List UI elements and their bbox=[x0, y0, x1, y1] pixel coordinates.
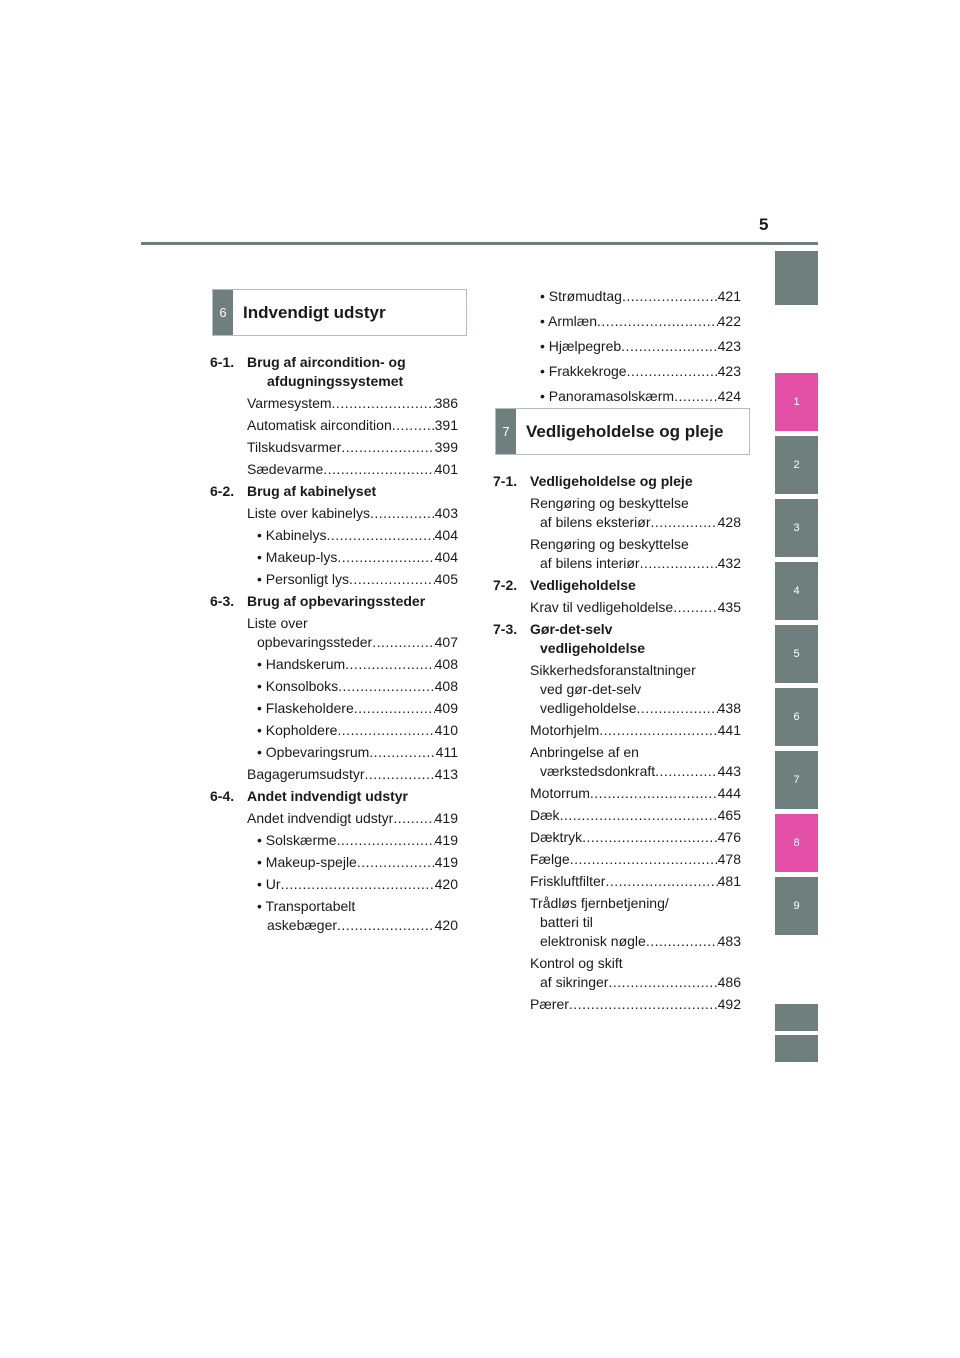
chapter-title: Brug af opbevaringssteder bbox=[247, 593, 426, 609]
page-ref: 411 bbox=[435, 744, 458, 760]
chapter-title-cont: vedligeholdelse bbox=[540, 640, 646, 656]
toc-entry[interactable] bbox=[493, 661, 741, 718]
entry-label: opbevaringssteder bbox=[257, 634, 373, 650]
entry-label-line: Kontrol og skift bbox=[530, 955, 623, 971]
entry-label: Automatisk aircondition bbox=[247, 417, 392, 433]
dot-leader bbox=[281, 875, 435, 894]
entry-label-line: • Transportabelt bbox=[257, 898, 356, 914]
toc-entry[interactable] bbox=[493, 784, 741, 803]
toc-entry[interactable] bbox=[493, 494, 741, 532]
dot-leader bbox=[349, 570, 435, 589]
page-ref: 409 bbox=[434, 700, 458, 716]
page-ref: 410 bbox=[434, 722, 458, 738]
dot-leader bbox=[372, 633, 434, 652]
dot-leader bbox=[590, 784, 718, 803]
chapter-tab-5[interactable]: 5 bbox=[775, 625, 818, 683]
section-title: Indvendigt udstyr bbox=[243, 302, 386, 322]
entry-label: • Konsolboks bbox=[257, 678, 339, 694]
chapter-number: 6-1. bbox=[210, 354, 235, 370]
toc-entry[interactable] bbox=[210, 394, 458, 413]
dot-leader bbox=[646, 932, 718, 951]
toc-entry[interactable] bbox=[210, 699, 458, 718]
entry-label: • Armlæn bbox=[540, 313, 598, 329]
page-ref: 404 bbox=[434, 549, 458, 565]
page-ref: 403 bbox=[434, 505, 458, 521]
section-7-header bbox=[495, 408, 750, 455]
toc-entry[interactable] bbox=[210, 504, 458, 523]
dot-leader bbox=[673, 598, 717, 617]
toc-chapter[interactable] bbox=[493, 472, 741, 491]
page-ref: 435 bbox=[717, 599, 741, 615]
toc-entry[interactable] bbox=[493, 362, 741, 381]
chapter-title: Brug af aircondition- og bbox=[247, 354, 406, 370]
page-ref: 424 bbox=[717, 388, 741, 404]
entry-label: Krav til vedligeholdelse bbox=[530, 599, 674, 615]
toc-chapter[interactable] bbox=[210, 482, 458, 501]
chapter-tab-blank-b[interactable] bbox=[775, 1035, 818, 1062]
toc-entry[interactable] bbox=[210, 831, 458, 850]
dot-leader bbox=[608, 973, 717, 992]
dot-leader bbox=[597, 312, 718, 331]
page-ref: 419 bbox=[434, 854, 458, 870]
entry-label: Liste over kabinelys bbox=[247, 505, 370, 521]
entry-label: af sikringer bbox=[540, 974, 609, 990]
page-ref: 443 bbox=[717, 763, 741, 779]
entry-label: • Solskærme bbox=[257, 832, 337, 848]
page-ref: 422 bbox=[717, 313, 741, 329]
chapter-number: 7-3. bbox=[493, 621, 518, 637]
toc-entry[interactable] bbox=[493, 806, 741, 825]
page-number: 5 bbox=[759, 215, 769, 234]
chapter-number: 7-2. bbox=[493, 577, 518, 593]
toc-left-column bbox=[210, 353, 458, 938]
toc-right-column bbox=[493, 472, 741, 1017]
entry-label-line: Anbringelse af en bbox=[530, 744, 639, 760]
chapter-title-cont: afdugningssystemet bbox=[267, 373, 404, 389]
page-ref: 404 bbox=[434, 527, 458, 543]
toc-entry[interactable] bbox=[493, 387, 741, 406]
toc-entry[interactable] bbox=[210, 614, 458, 652]
chapter-title: Gør-det-selv bbox=[530, 621, 613, 637]
toc-entry[interactable] bbox=[210, 765, 458, 784]
dot-leader bbox=[570, 850, 718, 869]
dot-leader bbox=[337, 916, 435, 935]
toc-entry[interactable] bbox=[210, 853, 458, 872]
chapter-title: Vedligeholdelse bbox=[530, 577, 636, 593]
dot-leader bbox=[332, 394, 435, 413]
entry-label: • Kabinelys bbox=[257, 527, 327, 543]
toc-chapter[interactable] bbox=[210, 592, 458, 611]
chapter-number: 7-1. bbox=[493, 473, 518, 489]
page-ref: 432 bbox=[717, 555, 741, 571]
page-ref: 483 bbox=[717, 933, 741, 949]
page-ref: 408 bbox=[434, 656, 458, 672]
entry-label: Andet indvendigt udstyr bbox=[247, 810, 394, 826]
page-ref: 399 bbox=[434, 439, 458, 455]
entry-label-line: batteri til bbox=[540, 914, 593, 930]
section-title: Vedligeholdelse og pleje bbox=[526, 421, 724, 441]
dot-leader bbox=[599, 721, 717, 740]
page-ref: 407 bbox=[434, 634, 458, 650]
toc-entry[interactable] bbox=[493, 743, 741, 781]
dot-leader bbox=[655, 762, 717, 781]
entry-label: • Makeup-lys bbox=[257, 549, 338, 565]
chapter-title: Andet indvendigt udstyr bbox=[247, 788, 408, 804]
dot-leader bbox=[393, 809, 434, 828]
chapter-tab-1[interactable]: 1 bbox=[775, 373, 818, 431]
dot-leader bbox=[605, 872, 717, 891]
dot-leader bbox=[582, 828, 718, 847]
toc-right-column-top bbox=[493, 287, 741, 412]
page-ref: 391 bbox=[434, 417, 458, 433]
entry-label: Friskluftfilter bbox=[530, 873, 606, 889]
entry-label: af bilens interiør bbox=[540, 555, 640, 571]
toc-entry[interactable] bbox=[210, 655, 458, 674]
dot-leader bbox=[357, 853, 435, 872]
toc-entry[interactable] bbox=[210, 438, 458, 457]
toc-entry[interactable] bbox=[493, 828, 741, 847]
dot-leader bbox=[338, 677, 434, 696]
dot-leader bbox=[621, 337, 717, 356]
entry-label: Motorhjelm bbox=[530, 722, 600, 738]
toc-entry[interactable] bbox=[493, 535, 741, 573]
toc-entry[interactable] bbox=[493, 995, 741, 1014]
entry-label: • Handskerum bbox=[257, 656, 346, 672]
toc-entry[interactable] bbox=[493, 721, 741, 740]
chapter-title: Brug af kabinelyset bbox=[247, 483, 377, 499]
toc-entry[interactable] bbox=[210, 875, 458, 894]
toc-entry[interactable] bbox=[493, 894, 741, 951]
section-number: 7 bbox=[496, 409, 516, 454]
entry-label: • Personligt lys bbox=[257, 571, 350, 587]
dot-leader bbox=[365, 765, 435, 784]
dot-leader bbox=[354, 699, 435, 718]
page-ref: 419 bbox=[434, 810, 458, 826]
entry-label: Dæk bbox=[530, 807, 560, 823]
dot-leader bbox=[341, 438, 434, 457]
toc-entry[interactable] bbox=[493, 337, 741, 356]
page-ref: 428 bbox=[717, 514, 741, 530]
page-ref: 444 bbox=[717, 785, 741, 801]
entry-label: Dæktryk bbox=[530, 829, 583, 845]
entry-label: • Ur bbox=[257, 876, 281, 892]
entry-label-line: Rengøring og beskyttelse bbox=[530, 495, 689, 511]
chapter-number: 6-3. bbox=[210, 593, 235, 609]
dot-leader bbox=[327, 526, 435, 545]
chapter-tab-8[interactable]: 8 bbox=[775, 814, 818, 872]
toc-chapter[interactable] bbox=[210, 787, 458, 806]
toc-entry[interactable] bbox=[493, 312, 741, 331]
toc-entry[interactable] bbox=[493, 287, 741, 306]
page-ref: 476 bbox=[717, 829, 741, 845]
entry-label: • Kopholdere bbox=[257, 722, 338, 738]
toc-entry[interactable] bbox=[210, 677, 458, 696]
entry-label-line: Sikkerhedsforanstaltninger bbox=[530, 662, 696, 678]
dot-leader bbox=[370, 504, 435, 523]
entry-label: • Hjælpegreb bbox=[540, 338, 622, 354]
dot-leader bbox=[650, 513, 717, 532]
page-ref: 413 bbox=[434, 766, 458, 782]
entry-label: askebæger bbox=[267, 917, 338, 933]
toc-entry[interactable] bbox=[493, 850, 741, 869]
entry-label: Sædevarme bbox=[247, 461, 324, 477]
toc-entry[interactable] bbox=[210, 526, 458, 545]
entry-label-line: ved gør-det-selv bbox=[540, 681, 642, 697]
page-ref: 423 bbox=[717, 363, 741, 379]
dot-leader bbox=[323, 460, 434, 479]
chapter-tab-blank-a[interactable] bbox=[775, 1004, 818, 1031]
toc-chapter[interactable] bbox=[210, 353, 458, 391]
chapter-title: Vedligeholdelse og pleje bbox=[530, 473, 693, 489]
chapter-number: 6-4. bbox=[210, 788, 235, 804]
toc-entry[interactable] bbox=[210, 721, 458, 740]
entry-label: • Flaskeholdere bbox=[257, 700, 354, 716]
dot-leader bbox=[337, 721, 434, 740]
page-ref: 421 bbox=[717, 288, 741, 304]
page-ref: 386 bbox=[434, 395, 458, 411]
section-6-header bbox=[212, 289, 467, 336]
toc-chapter[interactable] bbox=[493, 620, 741, 658]
page-ref: 419 bbox=[434, 832, 458, 848]
entry-label: Motorrum bbox=[530, 785, 590, 801]
toc-entry[interactable] bbox=[210, 548, 458, 567]
page-ref: 486 bbox=[717, 974, 741, 990]
entry-label: Bagagerumsudstyr bbox=[247, 766, 365, 782]
page-ref: 423 bbox=[717, 338, 741, 354]
toc-entry[interactable] bbox=[493, 872, 741, 891]
chapter-tab-6[interactable]: 6 bbox=[775, 688, 818, 746]
dot-leader bbox=[337, 831, 435, 850]
entry-label: elektronisk nøgle bbox=[540, 933, 646, 949]
entry-label: Varmesystem bbox=[247, 395, 332, 411]
entry-label-line: Liste over bbox=[247, 615, 308, 631]
chapter-tab-3[interactable]: 3 bbox=[775, 499, 818, 557]
entry-label: • Frakkekroge bbox=[540, 363, 627, 379]
dot-leader bbox=[560, 806, 718, 825]
header-rule bbox=[141, 242, 818, 245]
entry-label: Fælge bbox=[530, 851, 570, 867]
toc-entry[interactable] bbox=[210, 416, 458, 435]
dot-leader bbox=[640, 554, 718, 573]
toc-entry[interactable] bbox=[210, 897, 458, 935]
chapter-tab-7[interactable]: 7 bbox=[775, 751, 818, 809]
entry-label: • Panoramasolskærm bbox=[540, 388, 675, 404]
dot-leader bbox=[345, 655, 434, 674]
toc-chapter[interactable] bbox=[493, 576, 741, 595]
dot-leader bbox=[569, 995, 718, 1014]
entry-label: Tilskudsvarmer bbox=[247, 439, 342, 455]
toc-entry[interactable] bbox=[210, 809, 458, 828]
chapter-tab-9[interactable]: 9 bbox=[775, 877, 818, 935]
chapter-tab-2[interactable]: 2 bbox=[775, 436, 818, 494]
entry-label: værkstedsdonkraft bbox=[540, 763, 656, 779]
entry-label: • Makeup-spejle bbox=[257, 854, 357, 870]
toc-entry[interactable] bbox=[210, 570, 458, 589]
entry-label: vedligeholdelse bbox=[540, 700, 637, 716]
chapter-tab-4[interactable]: 4 bbox=[775, 562, 818, 620]
dot-leader bbox=[337, 548, 434, 567]
dot-leader bbox=[674, 387, 718, 406]
page-ref: 405 bbox=[434, 571, 458, 587]
toc-entry[interactable] bbox=[493, 954, 741, 992]
dot-leader bbox=[392, 416, 435, 435]
page-ref: 492 bbox=[717, 996, 741, 1012]
section-number: 6 bbox=[213, 290, 233, 335]
page-ref: 408 bbox=[434, 678, 458, 694]
dot-leader bbox=[622, 287, 718, 306]
chapter-tab-blank-top[interactable] bbox=[775, 251, 818, 305]
page-ref: 481 bbox=[717, 873, 741, 889]
dot-leader bbox=[637, 699, 718, 718]
dot-leader bbox=[627, 362, 718, 381]
toc-entry[interactable] bbox=[210, 743, 458, 762]
chapter-number: 6-2. bbox=[210, 483, 235, 499]
entry-label-line: Rengøring og beskyttelse bbox=[530, 536, 689, 552]
entry-label: Pærer bbox=[530, 996, 569, 1012]
entry-label-line: Trådløs fjernbetjening/ bbox=[530, 895, 669, 911]
toc-entry[interactable] bbox=[210, 460, 458, 479]
entry-label: • Strømudtag bbox=[540, 288, 622, 304]
entry-label: af bilens eksteriør bbox=[540, 514, 651, 530]
page-ref: 478 bbox=[717, 851, 741, 867]
entry-label: • Opbevaringsrum bbox=[257, 744, 370, 760]
page-ref: 438 bbox=[717, 700, 741, 716]
toc-entry[interactable] bbox=[493, 598, 741, 617]
page-ref: 441 bbox=[717, 722, 741, 738]
page-ref: 420 bbox=[434, 917, 458, 933]
page-ref: 401 bbox=[434, 461, 458, 477]
page-ref: 420 bbox=[434, 876, 458, 892]
dot-leader bbox=[369, 743, 435, 762]
page-ref: 465 bbox=[717, 807, 741, 823]
